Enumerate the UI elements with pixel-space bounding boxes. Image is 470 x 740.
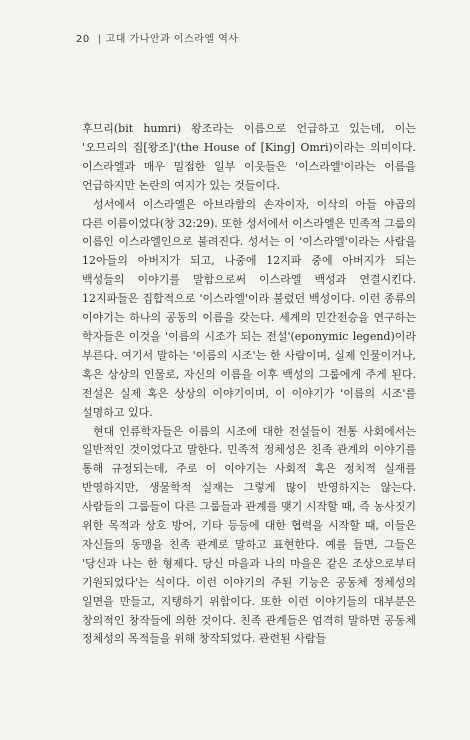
running-header (76, 30, 239, 45)
body-text (82, 120, 416, 649)
page-number: 20 (76, 34, 90, 45)
header-separator: | (97, 34, 102, 45)
paragraph-3: 현대 인류학자들은 이름의 시조에 대한 전설들이 전통 사회에서는 일반적인 것이었다고 말한다. 민족적 정체성은 친족 관계의 이야기를 통해 규정되는데, 주로 이 이야기는 사회적 혹은 정치적 실재를 반영하지만, 생물학적 실재는 그렇게 많이 반영하지는 않는다. 사람들의 그룹들이 다른 그룹들과 관계를 맺기 시작할 때, 즉 농사짓기 위한 목적과 상호 방어, 기타 등등에 대한 협력을 시작할 때, 이들은 자신들의 동맹을 친족 관계로 말하고 표현한다. 예를 들면, 그들은 '당신과 나는 한 형제다. 당신 마을과 나의 마을은 같은 조상으로부터 기원되었다'는 식이다. 이런 이야기의 주된 기능은 공동체 정체성의 일면을 만들고, 지탱하기 위함이다. 또한 이런 이야기들의 대부분은 창의적인 창작들에 의한 것이다. 친족 관계들은 엄격히 말하면 공동체 정체성의 목적들을 위해 창작되었다. 관련된 사람들 (82, 424, 416, 646)
book-title: 고대 가나안과 이스라엘 역사 (105, 34, 239, 45)
paragraph-1: 후므리(bit humri) 왕조라는 이름으로 언급하고 있는데, 이는 '오므리의 집[왕조]'(the House of [King] Omri)이라는 의미이다. 이스라엘과 매우 밀접한 일부 이웃들은 '이스라엘'이라는 이름을 언급하지만 논란의 여지가 있는 것들이다. (82, 122, 416, 192)
paragraph-2: 성서에서 이스라엘은 아브라함의 손자이자, 이삭의 아들 야곱의 다른 이름이었다(창 32:29). 또한 성서에서 이스라엘은 민족적 그룹의 이름인 이스라엘인으로 불려진다. 성서는 이 '이스라엘'이라는 사람을 12아들의 아버지가 되고, 나중에 12지파 중에 아버지가 되는 백성들의 이야기를 말함으로써 이스라엘 백성과 연결시킨다. 12지파들은 집합적으로 '이스라엘'이라 불렸던 백성이다. 이런 종류의 이야기는 하나의 공동의 이름을 갖는다. 세계의 민간전승을 연구하는 학자들은 이것을 '이름의 시조가 되는 전설'(eponymic legend)이라 부른다. 여기서 말하는 '이름의 시조'는 한 사람이며, 실제 인물이거나, 혹은 상상의 인물로, 자신의 이름을 이후 백성의 그룹에게 주게 된다. 전설은 실제 혹은 상상의 이야기이며, 이 이야기가 '이름의 시조'를 설명하고 있다. (82, 197, 416, 419)
